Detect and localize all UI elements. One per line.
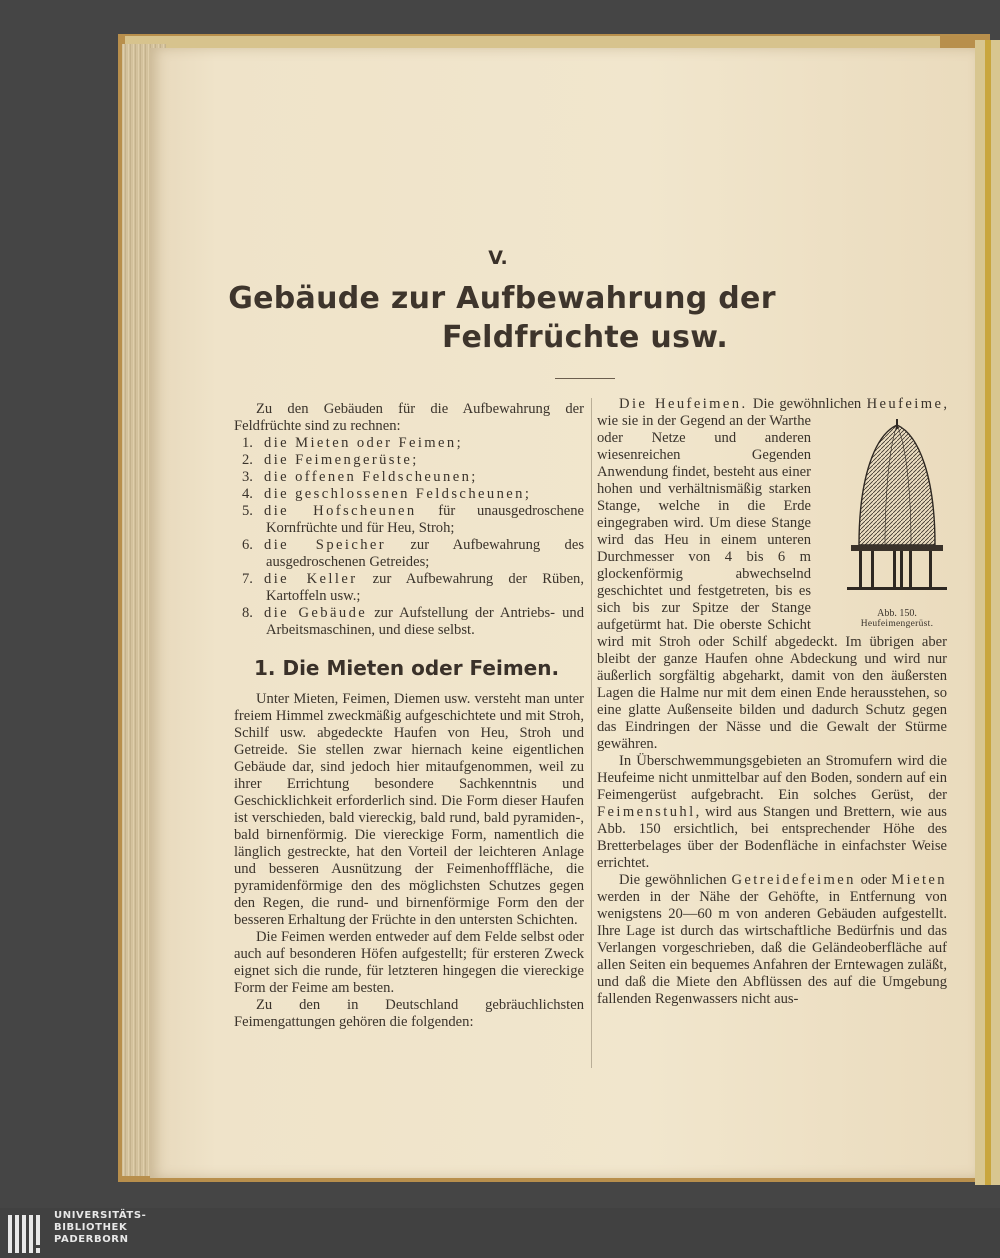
text-run: werden in der Nähe der Gehöfte, in Entfernung von wenigstens 20—60 m von anderen Gebäuden aufgestellt. Ihre Lage ist durch das wirtschaftliche Bedürfnis und das Verlangen vorgeschrieben, daß die Geländeoberfläche auf allen Seiten ein bequemes Anfahren der Erntewagen zuläßt, und daß die Miete den Abflüssen des auf die Umgebung fallenden Regenwassers nicht aus-	[597, 889, 947, 1007]
library-name-line-1: UNIVERSITÄTS-	[54, 1210, 147, 1221]
list-number: 6.	[242, 537, 253, 553]
column-divider	[591, 398, 592, 1068]
list-term: die offenen Feldscheunen;	[264, 469, 478, 485]
list-item	[234, 435, 584, 452]
figure	[821, 417, 951, 630]
section-title: 1. Die Mieten oder Feimen.	[254, 656, 560, 680]
list-item	[234, 452, 584, 469]
book-top-edge	[125, 36, 940, 48]
list-term: die Speicher	[264, 537, 387, 553]
list-item	[234, 486, 584, 503]
list-text: zur Aufstellung der Antriebs- und Arbeitsmaschinen, und diese selbst.	[266, 605, 584, 638]
body-paragraph: Zu den in Deutschland gebräuchlichsten Feimengattungen gehören die folgenden:	[234, 997, 584, 1030]
text-run: oder	[855, 872, 892, 888]
list-term: die Gebäude	[264, 605, 368, 621]
list-term: die Feimengerüste;	[264, 452, 419, 468]
list-number: 1.	[242, 435, 253, 451]
list-item	[234, 469, 584, 486]
list-item	[234, 503, 584, 537]
chapter-title-line-1: Gebäude zur Aufbewahrung der	[228, 281, 776, 316]
facing-page-gilt	[985, 40, 991, 1185]
list-number: 3.	[242, 469, 253, 485]
figure-caption	[821, 608, 951, 630]
spaced-term: Feimenstuhl	[597, 804, 696, 820]
library-logo-icon	[8, 1211, 48, 1255]
list-number: 5.	[242, 503, 253, 519]
list-term: die geschlossenen Feldscheunen;	[264, 486, 532, 502]
text-run: Die gewöhnlichen	[619, 872, 732, 888]
list-number: 4.	[242, 486, 253, 502]
list-item	[234, 537, 584, 571]
list-number: 8.	[242, 605, 253, 621]
list-text: zur Aufbewahrung der Rüben, Kartoffeln usw.;	[266, 571, 584, 604]
list-item	[234, 571, 584, 605]
spaced-term: Heufeime	[866, 396, 944, 412]
spaced-term: Getreidefeimen	[731, 872, 856, 888]
list-item	[234, 605, 584, 639]
text-run: , wie sie in der Gegend an der Warthe oder Netze und anderen wiesenreichen Gegenden Anwendung findet, besteht aus einer hohen und verhältnismäßig starken Stange, welche in die Erde eingegraben wird. Um diese Stange wird das Heu in einem unteren Durchmesser von 4 bis 6 m glockenförmig abwechselnd geschichtet und festgetreten, bis es sich bis zur Spitze der Stange aufgetürmt hat. Die oberste Schicht wird mit Stroh oder Schilf abgedeckt. Im übrigen aber bleibt der ganze Haufen ohne Abdeckung und wird nur äußerlich sorgfältig abgeharkt, damit von den äußersten Lagen die Halme nur mit dem einen Ende herausstehen, so eine glatte Außenseite bilden und dadurch Schutz gegen das Eindringen der Nässe und die Gewalt der Stürme gewähren.	[597, 396, 947, 752]
list-text: für unausgedroschene Kornfrüchte und für Heu, Stroh;	[266, 503, 584, 536]
building-list	[234, 435, 584, 639]
body-paragraph	[597, 872, 947, 1008]
subsection-heading: Die Heufeimen.	[619, 396, 748, 412]
left-column	[234, 401, 584, 1031]
text-run: In Überschwemmungsgebieten an Stromufern wird die Heufeime nicht unmittelbar auf den Boden, sondern auf ein Feimengerüst aufgebracht. Ein solches Gerüst, der	[597, 753, 947, 803]
body-paragraph	[597, 753, 947, 872]
body-paragraph: Die Feimen werden entweder auf dem Felde selbst oder auch auf besonderen Höfen aufgestellt; für ersteren Zweck eignet sich die runde, für letzteren hingegen die viereckige Form der Feime am besten.	[234, 929, 584, 996]
intro-paragraph: Zu den Gebäuden für die Aufbewahrung der Feldfrüchte sind zu rechnen:	[234, 401, 584, 434]
list-term: die Keller	[264, 571, 358, 587]
body-paragraph	[597, 396, 947, 753]
list-number: 2.	[242, 452, 253, 468]
haystack-scaffold-illustration	[845, 417, 949, 597]
figure-title: Heufeimengerüst.	[860, 619, 934, 629]
list-text: zur Aufbewahrung des ausgedroschenen Getreides;	[266, 537, 584, 570]
library-name-line-2: BIBLIOTHEK	[54, 1222, 128, 1233]
text-run: Die gewöhnlichen	[747, 396, 867, 412]
list-term: die Hofscheunen	[264, 503, 417, 519]
text-run: , wird aus Stangen und Brettern, wie aus Abb. 150 ersichtlich, bei entsprechender Höhe des Bretterbelages über der Bodenfläche in einfachster Weise errichtet.	[597, 804, 947, 871]
figure-label: Abb. 150.	[877, 608, 917, 619]
library-footer	[0, 1208, 1000, 1258]
list-term: die Mieten oder Feimen;	[264, 435, 464, 451]
list-number: 7.	[242, 571, 253, 587]
title-rule	[555, 378, 615, 379]
chapter-number: V.	[488, 247, 508, 269]
spaced-term: Mieten	[891, 872, 948, 888]
library-name-line-3: PADERBORN	[54, 1234, 129, 1245]
body-paragraph: Unter Mieten, Feimen, Diemen usw. versteht man unter freiem Himmel zweckmäßig aufgeschichtete und mit Stroh, Schilf usw. abgedeckte Haufen von Heu, Stroh und Getreide. Sie stellen zwar hiernach keine eigentlichen Gebäude dar, sind jedoch hier mitaufgenommen, weil zu ihrer Errichtung besondere Sachkenntnis und Geschicklichkeit erforderlich sind. Die Form dieser Haufen ist verschieden, bald viereckig, bald rund, bald pyramiden-, bald birnenförmig. Die viereckige Form, namentlich die länglich gestreckte, hat den Vorteil der leichteren Anlage und besseren Ausnützung der Feimenhofffläche, die pyramidenförmige den des möglichsten Schutzes gegen den Regen, die rund- und birnenförmige Form den der besseren Erhaltung der Früchte in den untersten Schichten.	[234, 691, 584, 928]
chapter-title-line-2: Feldfrüchte usw.	[441, 320, 729, 355]
right-column	[597, 396, 947, 1008]
